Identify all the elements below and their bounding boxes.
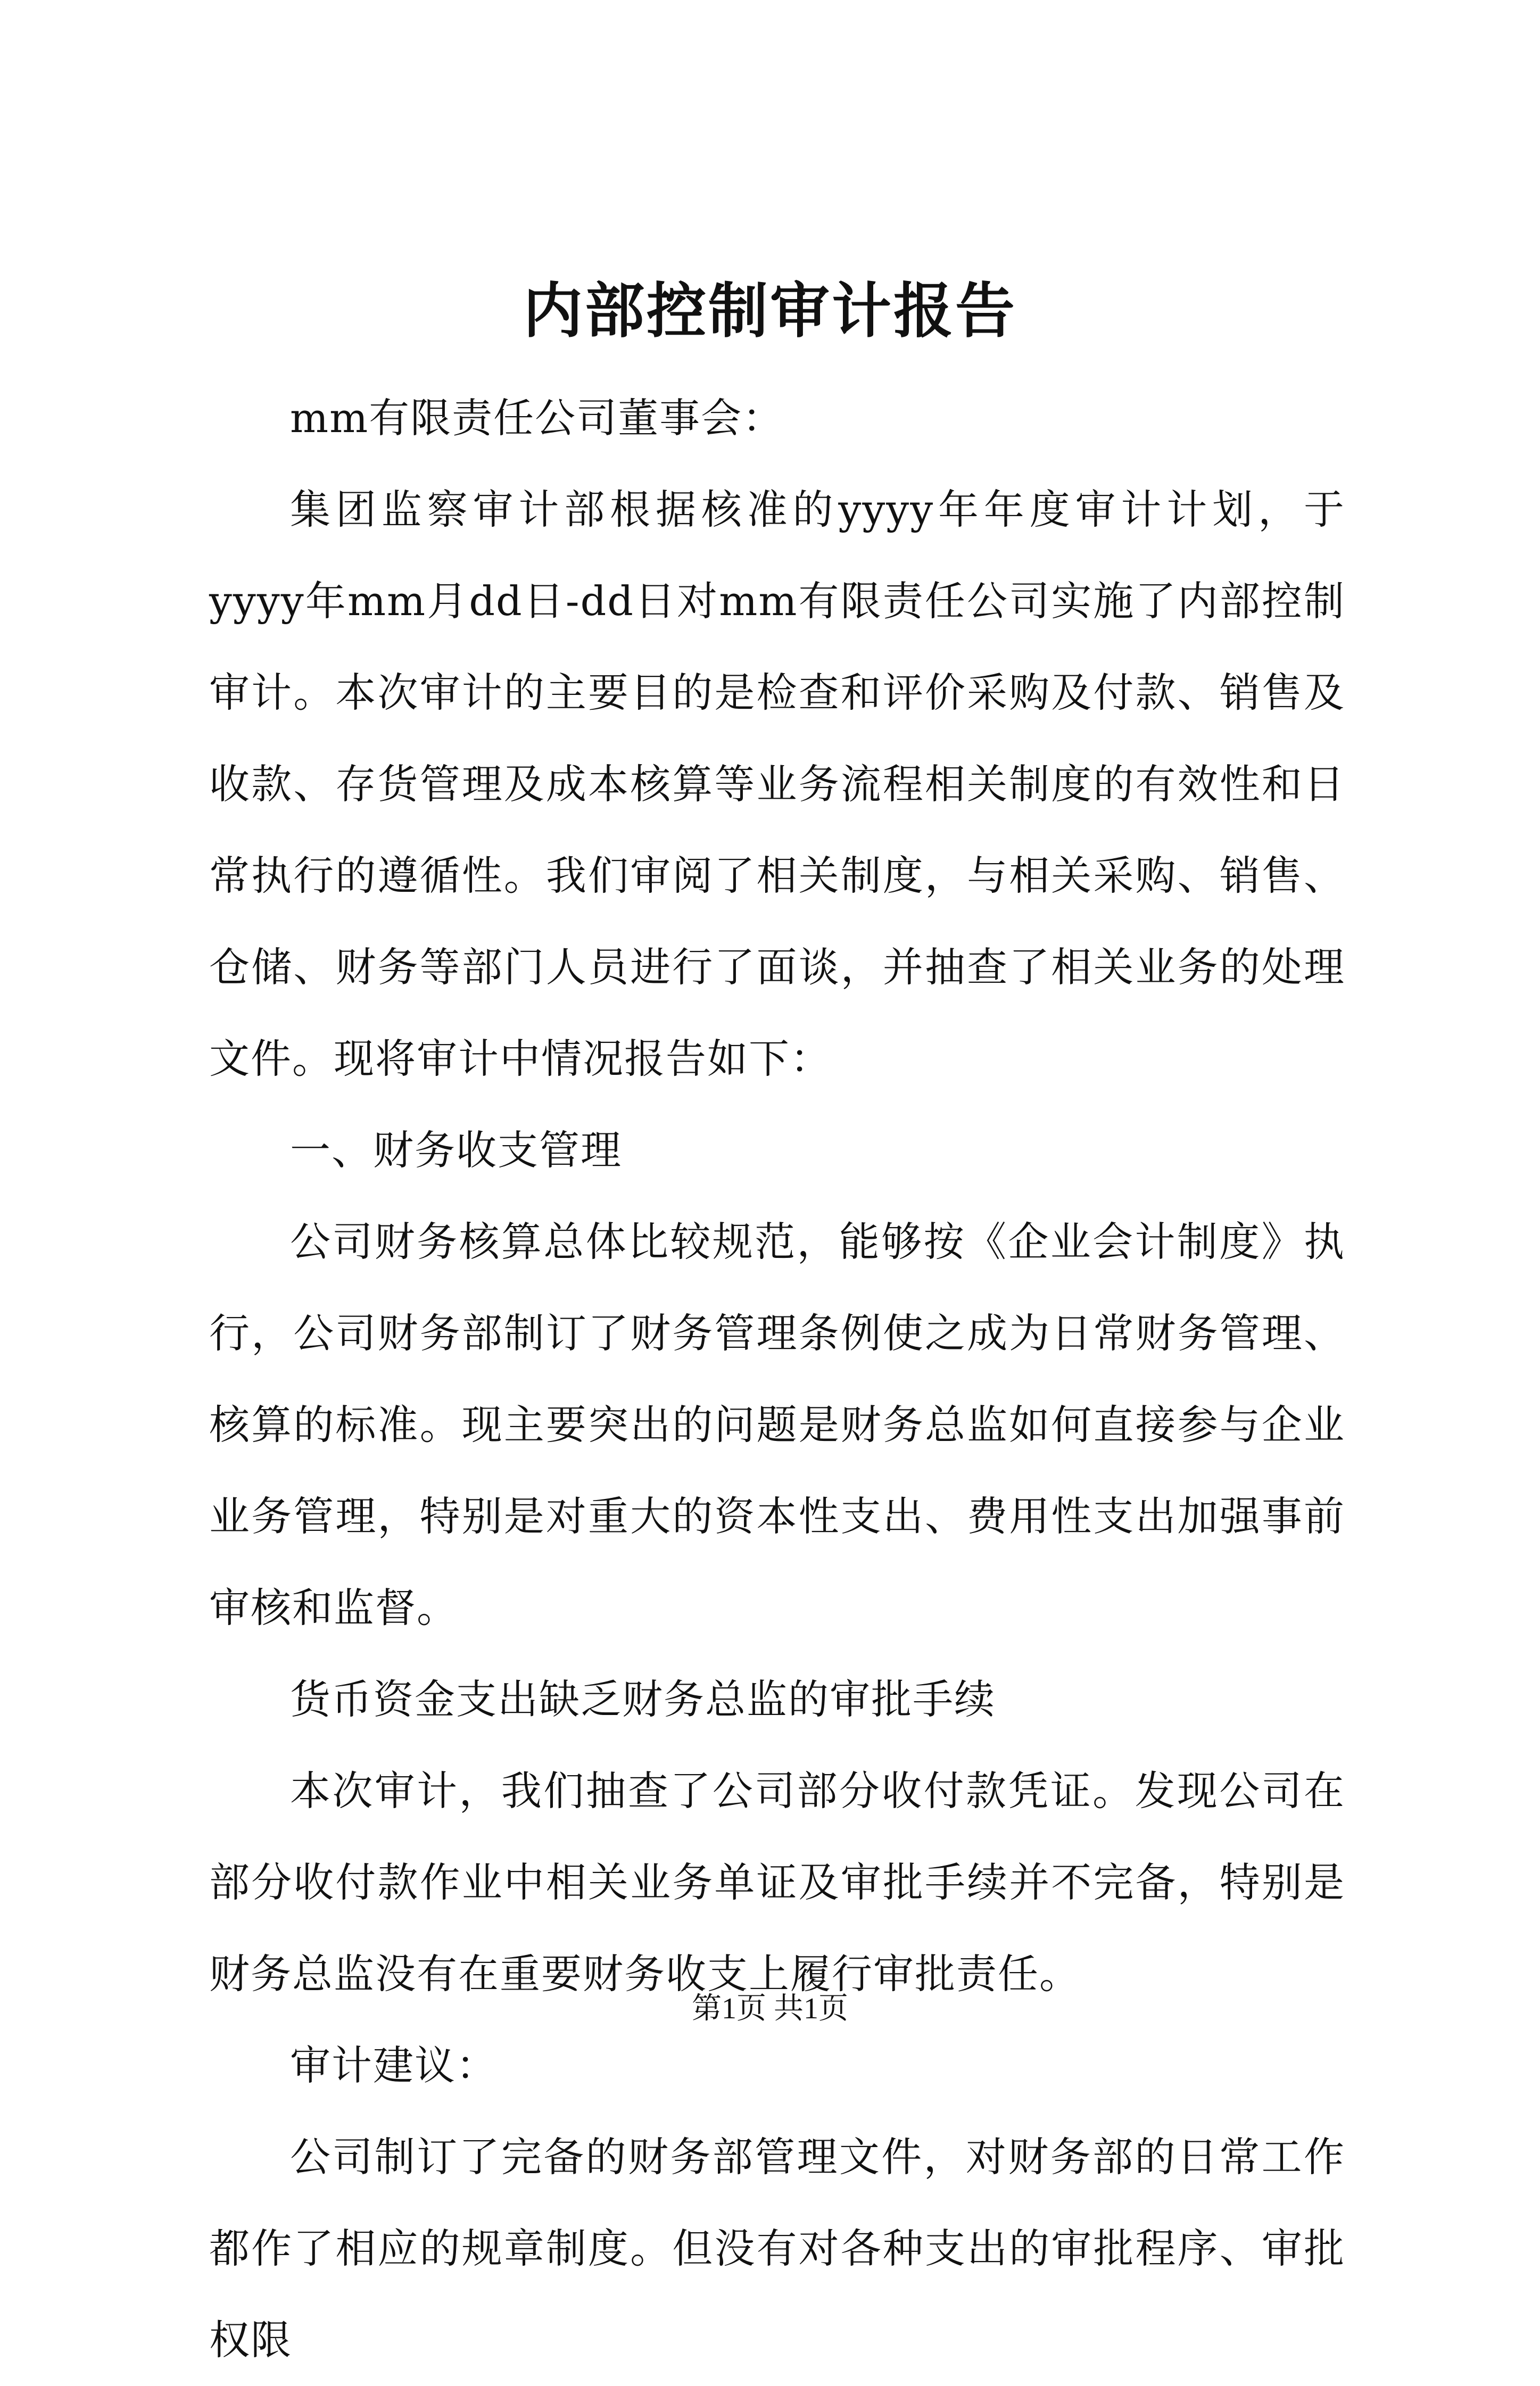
document-title: 内部控制审计报告 — [523, 276, 1017, 346]
audit-suggestion-heading: 审计建议： — [290, 2042, 498, 2089]
intro-paragraph: 集团监察审计部根据核准的yyyy年年度审计计划，于yyyy年mm月dd日-dd日对mm有限责任公司实施了内部控制审计。本次审计的主要目的是检查和评价采购及付款、销售及收款、存货管理及成本核算等业务流程相关制度的有效性和日常执行的遵循性。我们审阅了相关制度，与相关采购、销售、仓储、财务等部门人员进行了面谈，并抽查了相关业务的处理文件。现将审计中情况报告如下： — [209, 486, 1345, 1082]
subheading-approval: 货币资金支出缺乏财务总监的审批手续 — [290, 1676, 996, 1723]
section-heading-finance: 一、财务收支管理 — [290, 1126, 622, 1174]
salutation-paragraph: mm有限责任公司董事会： — [290, 394, 784, 442]
page-number-footer: 第1页 共1页 — [692, 1992, 848, 2025]
audit-finding-paragraph: 本次审计，我们抽查了公司部分收付款凭证。发现公司在部分收付款作业中相关业务单证及审批手续并不完备，特别是财务总监没有在重要财务收支上履行审批责任。 — [209, 1767, 1345, 1998]
finance-overview-paragraph: 公司财务核算总体比较规范，能够按《企业会计制度》执行，公司财务部制订了财务管理条例使之成为日常财务管理、核算的标准。现主要突出的问题是财务总监如何直接参与企业业务管理，特别是对重大的资本性支出、费用性支出加强事前审核和监督。 — [209, 1218, 1345, 1631]
audit-suggestion-paragraph: 公司制订了完备的财务部管理文件，对财务部的日常工作都作了相应的规章制度。但没有对各种支出的审批程序、审批权限 — [209, 2133, 1345, 2364]
document-body — [209, 372, 1345, 2386]
